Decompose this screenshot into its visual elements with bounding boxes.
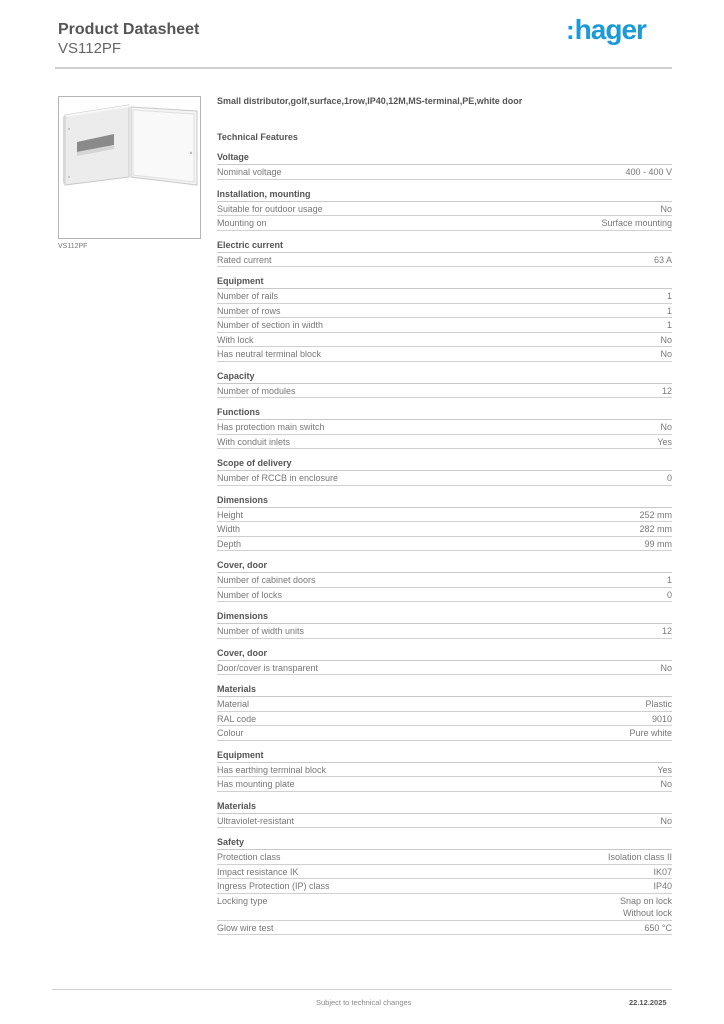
spec-value-line: 63 A — [653, 254, 672, 265]
spec-section — [217, 683, 672, 741]
spec-section — [217, 800, 672, 829]
spec-value-line: No — [660, 422, 672, 432]
spec-row — [217, 304, 672, 319]
spec-value — [629, 727, 672, 740]
spec-label: Material — [217, 699, 250, 709]
document-title: Product Datasheet — [58, 21, 200, 38]
datasheet-content — [217, 96, 672, 935]
spec-label: Depth — [217, 538, 242, 549]
spec-section — [217, 559, 672, 602]
spec-row — [217, 661, 672, 676]
section-title: Scope of delivery — [217, 457, 672, 471]
spec-label: With lock — [217, 334, 254, 345]
hager-logo: :hager — [566, 14, 646, 45]
spec-row — [217, 471, 672, 486]
spec-value — [660, 815, 672, 828]
spec-label: Number of modules — [217, 385, 296, 396]
spec-value — [667, 589, 672, 602]
footer-note: Subject to technical changes — [316, 998, 412, 1007]
spec-row — [217, 865, 672, 880]
spec-section — [217, 610, 672, 639]
product-image — [58, 96, 201, 239]
section-title: Installation, mounting — [217, 188, 672, 202]
spec-label: Protection class — [217, 852, 281, 862]
spec-row — [217, 763, 672, 778]
spec-row — [217, 253, 672, 268]
spec-value-line: Yes — [657, 436, 672, 447]
spec-section — [217, 239, 672, 268]
spec-row — [217, 726, 672, 741]
spec-section — [217, 151, 672, 180]
spec-value — [660, 778, 672, 791]
spec-section — [217, 647, 672, 676]
image-caption: VS112PF — [58, 243, 88, 250]
spec-value-line: Surface mounting — [601, 218, 672, 228]
spec-value — [601, 217, 672, 230]
spec-value — [662, 625, 672, 638]
spec-value — [662, 385, 672, 398]
spec-value — [660, 334, 672, 347]
spec-value — [653, 880, 672, 893]
spec-value-line: 252 mm — [639, 509, 672, 520]
spec-value-line: 1 — [666, 291, 672, 301]
spec-label: Rated current — [217, 254, 272, 265]
spec-row — [217, 435, 672, 450]
header-divider — [55, 67, 672, 69]
spec-value-line: Pure white — [629, 728, 672, 738]
spec-value-line: IP40 — [653, 881, 672, 891]
spec-label: Number of cabinet doors — [217, 575, 316, 585]
document-header — [58, 20, 199, 58]
spec-value-line: 1 — [666, 575, 672, 585]
spec-row — [217, 537, 672, 552]
spec-value-line: 99 mm — [644, 538, 672, 549]
spec-sections — [217, 151, 672, 935]
section-title: Voltage — [217, 151, 672, 165]
spec-section — [217, 370, 672, 399]
spec-value — [644, 922, 672, 935]
product-description: Small distributor,golf,surface,1row,IP40,12M,MS-terminal,PE,white door — [217, 96, 523, 106]
spec-value-line: No — [660, 779, 672, 789]
spec-value — [657, 436, 672, 449]
spec-value — [625, 166, 672, 179]
section-title: Safety — [217, 836, 672, 850]
spec-label: Glow wire test — [217, 922, 274, 933]
spec-row — [217, 216, 672, 231]
spec-value-line: 9010 — [651, 713, 672, 724]
spec-label: Nominal voltage — [217, 167, 282, 177]
spec-value-line: IK07 — [653, 866, 672, 877]
spec-label: Has neutral terminal block — [217, 349, 322, 359]
spec-value — [660, 348, 672, 361]
section-title: Dimensions — [217, 610, 672, 624]
technical-features-heading: Technical Features — [217, 132, 298, 142]
spec-label: Number of rails — [217, 291, 279, 301]
spec-value — [667, 319, 672, 332]
spec-label: Suitable for outdoor usage — [217, 203, 323, 214]
spec-section — [217, 275, 672, 362]
spec-row — [217, 850, 672, 865]
spec-value-line: 12 — [661, 385, 672, 396]
spec-row — [217, 420, 672, 435]
spec-section — [217, 188, 672, 231]
spec-value-line: 0 — [666, 473, 672, 483]
spec-row — [217, 384, 672, 399]
spec-value-line: Isolation class II — [607, 852, 672, 862]
spec-value-line: 1 — [666, 320, 672, 330]
section-title: Equipment — [217, 749, 672, 763]
spec-row — [217, 165, 672, 180]
spec-value — [608, 851, 672, 864]
spec-row — [217, 624, 672, 639]
spec-value — [652, 713, 672, 726]
spec-value-line: Without lock — [622, 908, 672, 918]
spec-label: Number of RCCB in enclosure — [217, 473, 339, 483]
section-title: Functions — [217, 406, 672, 420]
spec-row — [217, 712, 672, 727]
spec-label: Mounting on — [217, 218, 267, 228]
spec-value — [667, 290, 672, 303]
spec-row — [217, 921, 672, 936]
spec-row — [217, 814, 672, 829]
spec-value — [660, 662, 672, 675]
spec-row — [217, 697, 672, 712]
spec-label: Ingress Protection (IP) class — [217, 881, 330, 891]
section-title: Dimensions — [217, 494, 672, 508]
spec-label: Door/cover is transparent — [217, 662, 319, 673]
spec-label: Locking type — [217, 895, 268, 906]
spec-row — [217, 879, 672, 894]
spec-label: Impact resistance IK — [217, 866, 299, 877]
spec-value — [645, 698, 672, 711]
spec-value — [639, 523, 672, 536]
spec-value-line: No — [660, 662, 672, 673]
spec-label: With conduit inlets — [217, 436, 291, 447]
spec-value — [660, 421, 672, 434]
section-title: Capacity — [217, 370, 672, 384]
spec-row — [217, 894, 672, 921]
spec-label: Number of locks — [217, 589, 283, 600]
section-title: Materials — [217, 800, 672, 814]
spec-label: Colour — [217, 728, 244, 738]
spec-value — [644, 538, 672, 551]
spec-value-line: No — [660, 203, 672, 214]
spec-value-line: Yes — [657, 764, 672, 775]
spec-row — [217, 588, 672, 603]
spec-row — [217, 522, 672, 537]
spec-label: RAL code — [217, 713, 257, 724]
product-code: VS112PF — [58, 40, 122, 57]
spec-label: Ultraviolet-resistant — [217, 815, 295, 826]
spec-value-line: No — [660, 349, 672, 359]
spec-value — [639, 509, 672, 522]
spec-value-line: 1 — [666, 305, 672, 316]
spec-section — [217, 836, 672, 935]
spec-row — [217, 333, 672, 348]
spec-row — [217, 202, 672, 217]
spec-value-line: Snap on lock — [619, 895, 672, 906]
spec-row — [217, 289, 672, 304]
spec-section — [217, 406, 672, 449]
spec-row — [217, 777, 672, 792]
spec-value-line: No — [660, 815, 672, 826]
spec-value — [653, 866, 672, 879]
spec-value-line: No — [660, 334, 672, 345]
spec-section — [217, 749, 672, 792]
section-title: Materials — [217, 683, 672, 697]
spec-value — [620, 895, 672, 920]
spec-value — [667, 574, 672, 587]
spec-label: Number of rows — [217, 305, 281, 316]
section-title: Equipment — [217, 275, 672, 289]
spec-section — [217, 494, 672, 552]
section-title: Cover, door — [217, 559, 672, 573]
spec-label: Has earthing terminal block — [217, 764, 327, 775]
spec-value — [657, 764, 672, 777]
spec-value — [654, 254, 672, 267]
spec-row — [217, 573, 672, 588]
spec-label: Has mounting plate — [217, 779, 295, 789]
spec-row — [217, 318, 672, 333]
spec-label: Height — [217, 509, 244, 520]
spec-section — [217, 457, 672, 486]
spec-value-line: 282 mm — [639, 524, 672, 534]
spec-label: Number of width units — [217, 626, 305, 636]
spec-label: Width — [217, 524, 241, 534]
spec-value-line: 400 - 400 V — [625, 167, 672, 177]
spec-value-line: 12 — [661, 626, 672, 636]
footer-divider — [52, 989, 672, 990]
spec-value — [660, 203, 672, 216]
spec-value-line: 0 — [666, 589, 672, 600]
spec-label: Has protection main switch — [217, 422, 325, 432]
section-title: Cover, door — [217, 647, 672, 661]
section-title: Electric current — [217, 239, 672, 253]
spec-label: Number of section in width — [217, 320, 324, 330]
spec-value-line: Plastic — [645, 699, 672, 709]
distribution-box-icon — [59, 97, 200, 238]
footer-date: 22.12.2025 — [629, 998, 667, 1007]
spec-row — [217, 347, 672, 362]
spec-value-line: 650 °C — [644, 922, 672, 933]
spec-row — [217, 508, 672, 523]
spec-value — [667, 472, 672, 485]
spec-value — [667, 305, 672, 318]
